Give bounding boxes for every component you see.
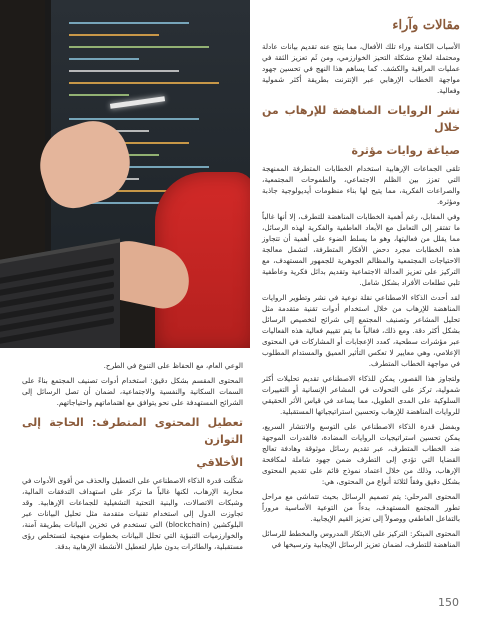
paragraph: شكّلت قدرة الذكاء الاصطناعي على التعطيل والحذف من أقوى الأدوات في محاربة الإرهاب، لكنها غالباً ما تركز على استهداف التدفقات المالية، وشبكات الاتصالات، والبنية التحتية التشغيلية للجماعات الإرهابية. وقد تجاوزت الدول إلى استخدام تقنيات متقدمة مثل تحليل البيانات عبر البلوكشين (blockchain) التي تستخدم في تخزين البيانات بطريقة آمنة، والخوارزميات التنبؤية التي تحلل البيانات بخطوات منهجية لتستخلص رؤى مستقبلية، والطائرات بدون طيار لتعطيل الأنشطة الإرهابية بدقة. bbox=[22, 476, 243, 551]
article-right-column bbox=[262, 18, 460, 608]
paragraph: لقد أحدث الذكاء الاصطناعي نقلة نوعية في نشر وتطوير الروايات المناهضة للإرهاب من خلال استخدام أدوات تقنية متقدمة مثل تحليل المشاعر وتصنيف المجتمع إلى شرائح لتخصيص الرسائل بشكل أكثر دقة. ومع ذلك، فغالباً ما يتم تقييم فعالية هذه الفعاليات عبر مؤشرات سطحية، كعدد الإعجابات أو المشاركات في المحتوى الإعلامي، وهي معايير لا تعكس التأثير العميق والمستدام المطلوب في مواجهة الخطاب المتطرف. bbox=[262, 293, 460, 368]
left-column-body bbox=[22, 360, 243, 552]
paragraph: وبفضل قدرة الذكاء الاصطناعي على التوسع والانتشار السريع، يمكن تحسين استراتيجيات الروايات المضادة، فالقدرات الموجهة ضد الخطاب المتطرف، عبر تقديم رسائل موثوقة وهادفة تعالج القضايا التي تؤدي إلى التطرف ضمن جهود شاملة لمكافحة الإرهاب، وذلك من خلال اعتماد نموذج قائم على تقديم المحتوى بشكل دقيق وفقاً لثلاثة أنواع من المحتوى، هي: bbox=[262, 422, 460, 486]
paragraph: المحتوى المبتكر: التركيز على الابتكار المدروس والمخطط للرسائل المناهضة للتطرف، لضمان تعزيز الرسائل الإيجابية وترسيخها في bbox=[262, 529, 460, 549]
paragraph: المحتوى المقسم بشكل دقيق: استخدام أدوات تصنيف المجتمع بناءً على السمات السكانية والنفسية والاجتماعية، لضمان أن تصل الرسائل إلى الشرائح المستهدفة على نحو يتوافق مع اهتماماتهم واحتياجاتهم. bbox=[22, 376, 243, 407]
paragraph: المحتوى المرحلي: يتم تصميم الرسائل بحيث تتماشى مع مراحل تطور المجتمع المستهدف، بدءاً من التوعية الأساسية مروراً بالتفاعل العاطفي ووصولاً إلى تعزيز القيم الإيجابية. bbox=[262, 492, 460, 523]
page-number: 150 bbox=[438, 596, 459, 609]
section-heading: نشر الروايات المناهضة للإرهاب من خلال bbox=[262, 104, 460, 134]
paragraph: الوعي العام، مع الحفاظ على التنوع في الطرح. bbox=[103, 361, 243, 370]
article-left-column bbox=[22, 360, 243, 610]
section-heading: تعطيل المحتوى المتطرف: الحاجة إلى التوازن bbox=[22, 416, 243, 446]
section-heading: صياغة روايات مؤثرة bbox=[351, 144, 460, 157]
section-title: مقالات وآراء bbox=[392, 18, 460, 33]
paragraph: الأسباب الكامنة وراء تلك الأفعال، مما ينتج عنه تقديم بيانات عادلة ومحتملة لعلاج مشكلة التحيز الخوارزمي، ومن ثَم تعزيز الثقة في عمليات المراقبة والكشف. كما يساهم هذا النهج في تحسين جهود مواجهة الخطاب الإرهابي عبر الإنترنت بطريقة أكثر شمولية وفعالية. bbox=[262, 42, 460, 95]
right-column-body bbox=[262, 41, 460, 550]
article-photo bbox=[0, 0, 250, 348]
paragraph: تلقى الجماعات الإرهابية استخدام الخطابات المتطرفة الممنهجة التي تعزز بين الظلم الاجتماعي، والطموحات المجتمعية، والصراعات الفكرية، مما يتيح لها بناء منظومات أيديولوجية جاذبة ومؤثرة. bbox=[262, 164, 460, 206]
paragraph: وفي المقابل، رغم أهمية الخطابات المناهضة للتطرف، إلا أنها غالباً ما تفتقر إلى التعامل مع الأبعاد العاطفية والفكرية لهذه الرسائل، مما يقلل من فعاليتها، وهو ما يسلط الضوء على أهمية أن تتجاوز هذه الخطابات مجرد دحض الأفكار المتطرفة، لتشمل معالجة الاحتياجات المجتمعية والمظالم الجوهرية للجمهور المستهدف، مع التركيز على تعزيز العدالة الاجتماعية وتقديم بدائل فكرية وعاطفية تلبي تطلعات الأفراد بشكل شامل. bbox=[262, 212, 460, 287]
section-heading: الأخلاقي bbox=[196, 456, 243, 469]
paragraph: ولتجاوز هذا القصور، يمكن للذكاء الاصطناعي تقديم تحليلات أكثر شمولية، تركز على التحولات في المشاعر الإنسانية أو التغييرات السلوكية على المدى الطويل، مما يساعد في قياس الأثر الحقيقي للروايات المناهضة للإرهاب وتحسين استراتيجياتها المستقبلية. bbox=[262, 374, 460, 416]
laptop-keyboard bbox=[0, 239, 120, 348]
